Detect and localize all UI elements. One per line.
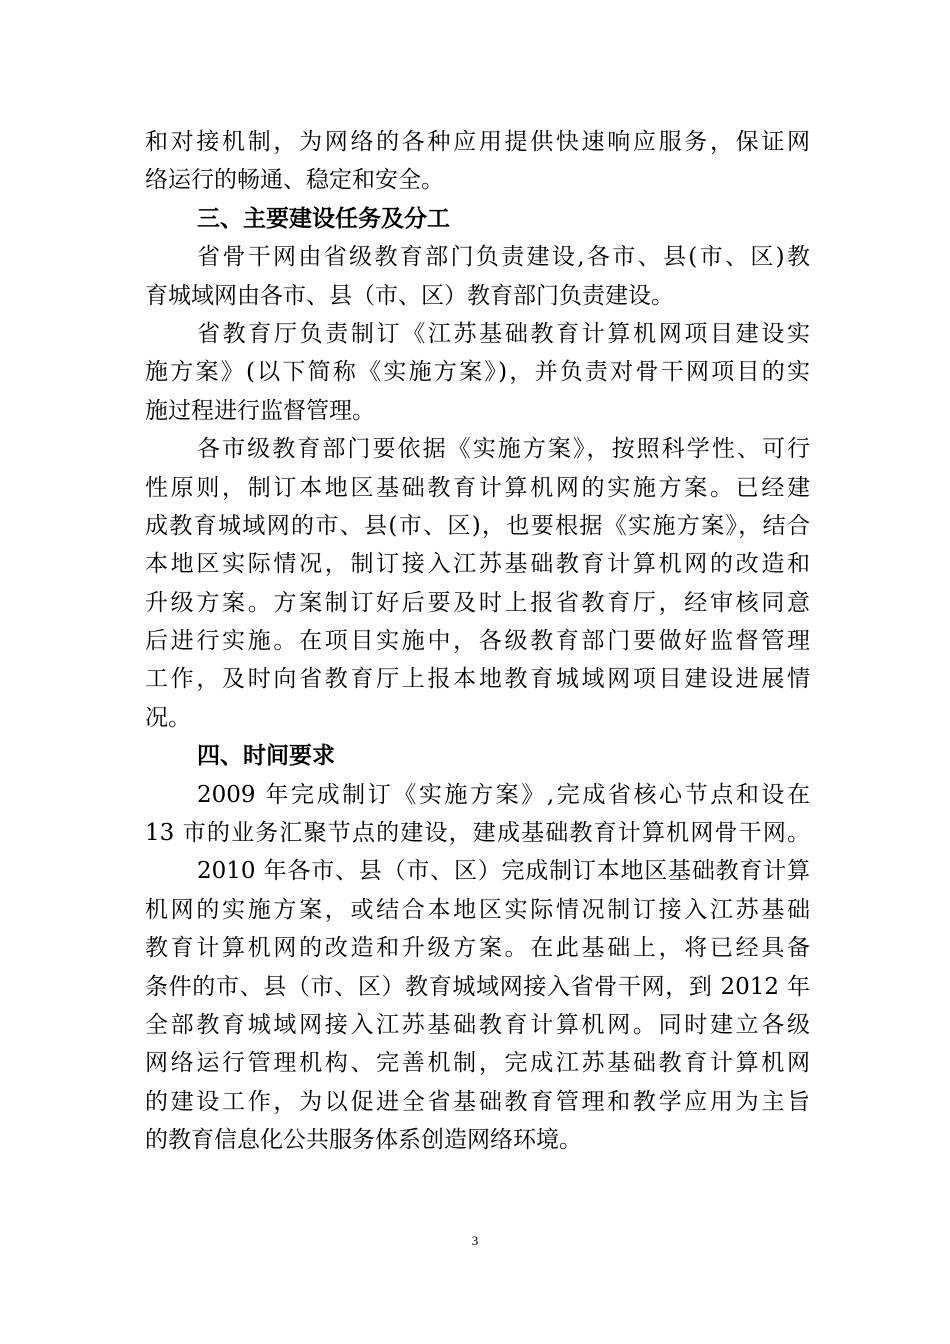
paragraph-line: 13 市的业务汇聚节点的建设，建成基础教育计算机网骨干网。 — [145, 820, 810, 847]
paragraph-line: 网络运行管理机构、完善机制，完成江苏基础教育计算机网 — [145, 1050, 810, 1077]
paragraph-line: 2010 年各市、县（市、区）完成制订本地区基础教育计算 — [197, 858, 810, 885]
paragraph-line: 的教育信息化公共服务体系创造网络环境。 — [145, 1127, 582, 1154]
paragraph-line: 成教育城域网的市、县(市、区)，也要根据《实施方案》，结合 — [145, 512, 810, 539]
paragraph-line: 施方案》(以下简称《实施方案》)，并负责对骨干网项目的实 — [145, 359, 810, 386]
paragraph-line: 况。 — [145, 704, 191, 731]
page-number: 3 — [471, 1233, 479, 1248]
paragraph-line: 工作，及时向省教育厅上报本地教育城域网项目建设进展情 — [145, 666, 810, 693]
paragraph-line: 和对接机制，为网络的各种应用提供快速响应服务，保证网 — [145, 129, 810, 155]
paragraph-line: 升级方案。方案制订好后要及时上报省教育厅，经审核同意 — [145, 589, 810, 616]
paragraph-line: 教育计算机网的改造和升级方案。在此基础上，将已经具备 — [145, 935, 810, 962]
paragraph-line: 条件的市、县（市、区）教育城域网接入省骨干网，到 2012 年 — [145, 973, 810, 1000]
section-heading: 三、主要建设任务及分工 — [197, 205, 450, 232]
paragraph-line: 育城域网由各市、县（市、区）教育部门负责建设。 — [145, 282, 674, 309]
paragraph-line: 省骨干网由省级教育部门负责建设,各市、县(市、区)教 — [197, 244, 810, 271]
document-body — [145, 123, 810, 1160]
paragraph-line: 后进行实施。在项目实施中，各级教育部门要做好监督管理 — [145, 628, 810, 655]
paragraph-line: 施过程进行监督管理。 — [145, 397, 375, 424]
paragraph-line: 各市级教育部门要依据《实施方案》，按照科学性、可行 — [197, 436, 810, 463]
paragraph-line: 2009 年完成制订《实施方案》,完成省核心节点和设在 — [197, 781, 810, 808]
paragraph-line: 络运行的畅通、稳定和安全。 — [145, 167, 444, 194]
paragraph-line: 性原则，制订本地区基础教育计算机网的实施方案。已经建 — [145, 474, 810, 501]
section-heading: 四、时间要求 — [197, 743, 335, 770]
paragraph-line: 本地区实际情况，制订接入江苏基础教育计算机网的改造和 — [145, 551, 810, 578]
paragraph-line: 机网的实施方案，或结合本地区实际情况制订接入江苏基础 — [145, 896, 810, 923]
paragraph-line: 的建设工作，为以促进全省基础教育管理和教学应用为主旨 — [145, 1088, 810, 1115]
paragraph-line: 省教育厅负责制订《江苏基础教育计算机网项目建设实 — [197, 320, 810, 347]
paragraph-line: 全部教育城域网接入江苏基础教育计算机网。同时建立各级 — [145, 1011, 810, 1038]
